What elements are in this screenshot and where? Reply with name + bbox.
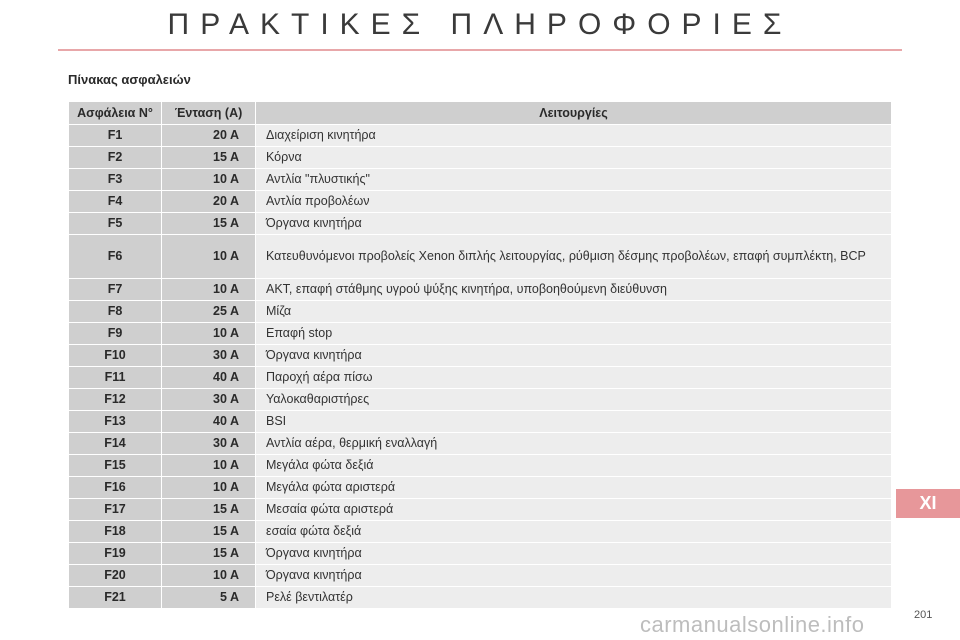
amperage-cell: 10 A	[162, 323, 256, 345]
amperage-cell: 40 A	[162, 411, 256, 433]
header-amperage: Ένταση (A)	[162, 102, 256, 125]
table-row	[69, 499, 892, 521]
function-cell: Παροχή αέρα πίσω	[256, 367, 892, 389]
table-row	[69, 125, 892, 147]
amperage-cell: 15 A	[162, 499, 256, 521]
table-row	[69, 169, 892, 191]
function-cell: Όργανα κινητήρα	[256, 345, 892, 367]
fuse-number-cell: F4	[69, 191, 162, 213]
header-fuse-number: Ασφάλεια N°	[69, 102, 162, 125]
fuse-number-cell: F21	[69, 587, 162, 609]
header-functions: Λειτουργίες	[256, 102, 892, 125]
function-cell: Επαφή stop	[256, 323, 892, 345]
amperage-cell: 30 A	[162, 433, 256, 455]
table-row	[69, 477, 892, 499]
amperage-cell: 10 A	[162, 279, 256, 301]
fuse-number-cell: F17	[69, 499, 162, 521]
table-row	[69, 147, 892, 169]
function-cell: BSI	[256, 411, 892, 433]
section-heading: Πίνακας ασφαλειών	[68, 72, 191, 87]
fuse-number-cell: F12	[69, 389, 162, 411]
amperage-cell: 15 A	[162, 521, 256, 543]
table-row	[69, 345, 892, 367]
function-cell: Κόρνα	[256, 147, 892, 169]
fuse-number-cell: F16	[69, 477, 162, 499]
table-row	[69, 323, 892, 345]
fuse-number-cell: F3	[69, 169, 162, 191]
table-row	[69, 279, 892, 301]
amperage-cell: 10 A	[162, 235, 256, 279]
table-row	[69, 565, 892, 587]
fuse-number-cell: F20	[69, 565, 162, 587]
amperage-cell: 20 A	[162, 125, 256, 147]
table-row	[69, 587, 892, 609]
page-title: ΠΡΑΚΤΙΚΕΣ ΠΛΗΡΟΦΟΡΙΕΣ	[167, 8, 793, 41]
function-cell: Όργανα κινητήρα	[256, 565, 892, 587]
chapter-tab: XI	[896, 489, 960, 518]
fuse-number-cell: F14	[69, 433, 162, 455]
amperage-cell: 10 A	[162, 477, 256, 499]
function-cell: Υαλοκαθαριστήρες	[256, 389, 892, 411]
table-row	[69, 367, 892, 389]
fuse-number-cell: F15	[69, 455, 162, 477]
fuse-number-cell: F2	[69, 147, 162, 169]
table-row	[69, 543, 892, 565]
amperage-cell: 10 A	[162, 169, 256, 191]
table-row	[69, 455, 892, 477]
fuse-number-cell: F10	[69, 345, 162, 367]
function-cell: Μεγάλα φώτα αριστερά	[256, 477, 892, 499]
table-row	[69, 235, 892, 279]
amperage-cell: 25 A	[162, 301, 256, 323]
table-row	[69, 521, 892, 543]
page-number: 201	[914, 609, 933, 621]
function-cell: Αντλία "πλυστικής"	[256, 169, 892, 191]
fuse-number-cell: F18	[69, 521, 162, 543]
amperage-cell: 10 A	[162, 565, 256, 587]
fuse-number-cell: F6	[69, 235, 162, 279]
function-cell: Μίζα	[256, 301, 892, 323]
fuse-number-cell: F8	[69, 301, 162, 323]
fuse-number-cell: F5	[69, 213, 162, 235]
amperage-cell: 15 A	[162, 543, 256, 565]
function-cell: Διαχείριση κινητήρα	[256, 125, 892, 147]
amperage-cell: 40 A	[162, 367, 256, 389]
fuse-table	[68, 101, 892, 609]
fuse-number-cell: F9	[69, 323, 162, 345]
function-cell: Κατευθυνόμενοι προβολείς Xenon διπλής λειτουργίας, ρύθμιση δέσμης προβολέων, επαφή συμπλέκτη, BCP	[256, 235, 892, 279]
watermark: carmanualsonline.info	[640, 612, 865, 637]
function-cell: Όργανα κινητήρα	[256, 213, 892, 235]
table-row	[69, 191, 892, 213]
amperage-cell: 30 A	[162, 345, 256, 367]
amperage-cell: 5 A	[162, 587, 256, 609]
table-row	[69, 301, 892, 323]
function-cell: Αντλία αέρα, θερμική εναλλαγή	[256, 433, 892, 455]
amperage-cell: 30 A	[162, 389, 256, 411]
fuse-number-cell: F11	[69, 367, 162, 389]
function-cell: Ρελέ βεντιλατέρ	[256, 587, 892, 609]
function-cell: Όργανα κινητήρα	[256, 543, 892, 565]
amperage-cell: 10 A	[162, 455, 256, 477]
fuse-number-cell: F19	[69, 543, 162, 565]
table-row	[69, 213, 892, 235]
table-header-row	[69, 102, 892, 125]
table-row	[69, 411, 892, 433]
fuse-number-cell: F7	[69, 279, 162, 301]
function-cell: Μεσαία φώτα αριστερά	[256, 499, 892, 521]
function-cell: εσαία φώτα δεξιά	[256, 521, 892, 543]
function-cell: AKT, επαφή στάθμης υγρού ψύξης κινητήρα, υποβοηθούμενη διεύθυνση	[256, 279, 892, 301]
table-row	[69, 389, 892, 411]
amperage-cell: 15 A	[162, 147, 256, 169]
fuse-number-cell: F1	[69, 125, 162, 147]
table-row	[69, 433, 892, 455]
function-cell: Μεγάλα φώτα δεξιά	[256, 455, 892, 477]
fuse-number-cell: F13	[69, 411, 162, 433]
amperage-cell: 20 A	[162, 191, 256, 213]
function-cell: Αντλία προβολέων	[256, 191, 892, 213]
amperage-cell: 15 A	[162, 213, 256, 235]
fuse-table-body	[69, 125, 892, 609]
title-divider	[58, 49, 902, 51]
